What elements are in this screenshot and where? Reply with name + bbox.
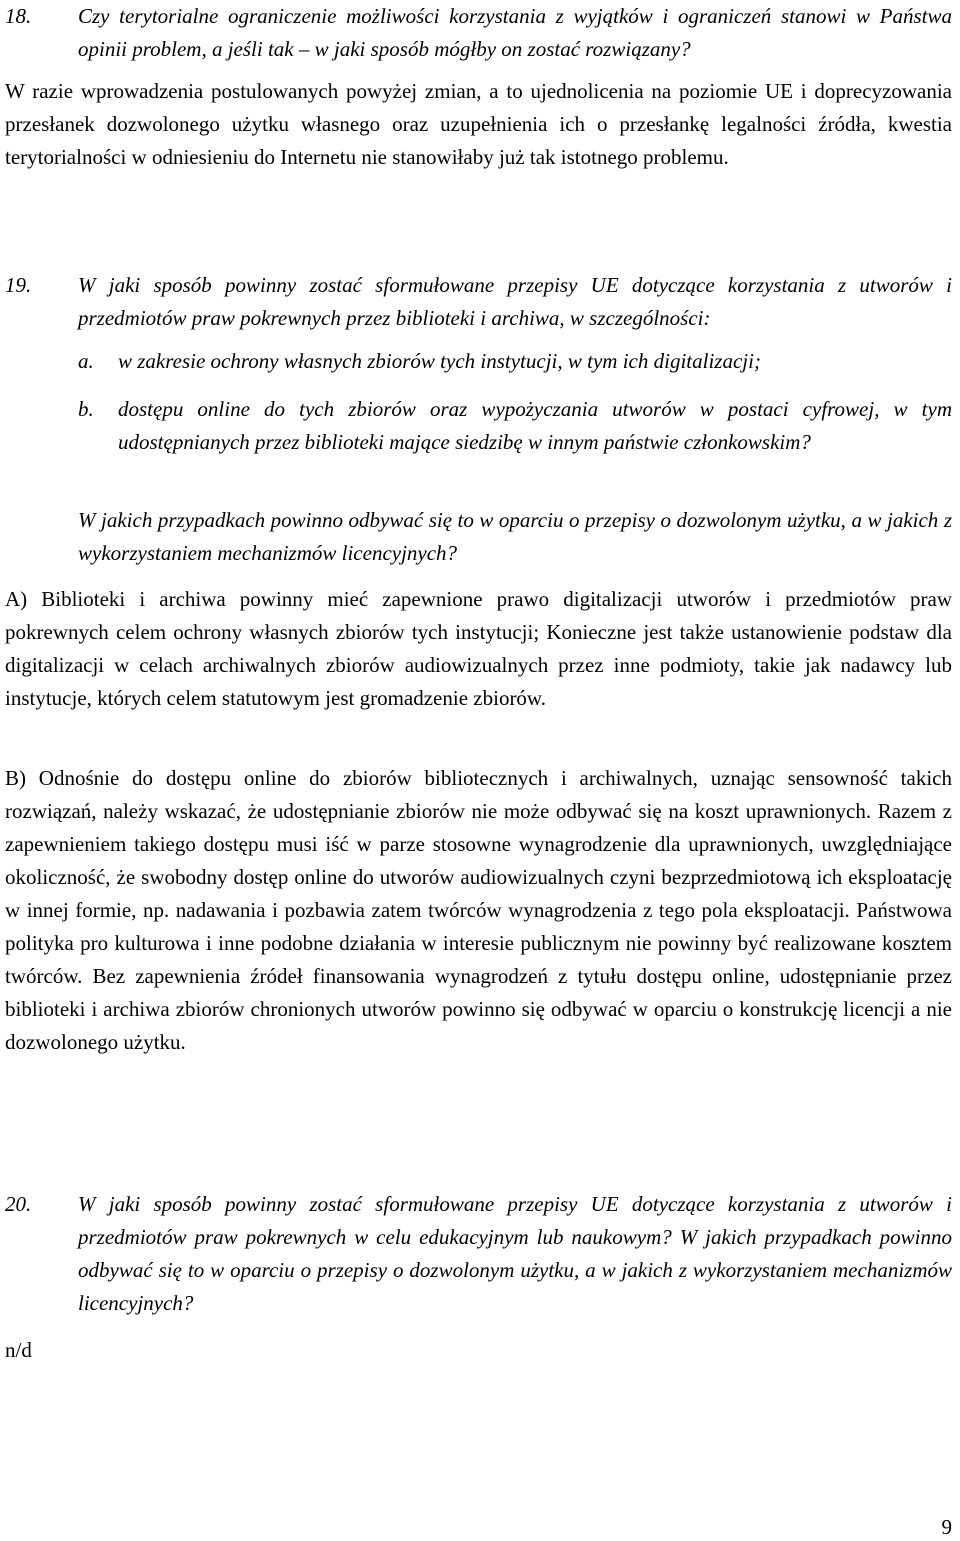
answer-20: n/d — [5, 1338, 32, 1362]
question-19-follow-up: W jakich przypadkach powinno odbywać się to w oparciu o przepisy o dozwolonym użytku, a w jakich z wykorzystaniem mechanizmów licencyjnych? — [78, 508, 952, 565]
answer-19-b: B) Odnośnie do dostępu online do zbiorów bibliotecznych i archiwalnych, uznając sensowność takich rozwiązań, należy wskazać, że udostępnianie zbiorów nie może odbywać się na koszt uprawnionych. Razem z zapewnieniem takiego dostępu musi iść w parze stosowne wynagrodzenie dla uprawnionych, uwzględniające okoliczność, że swobodny dostęp online do utworów audiowizualnych czyni bezprzedmiotową ich eksploatację w innej formie, np. nadawania i pozbawia zatem twórców wynagrodzenia z tego pola eksploatacji. Państwowa polityka pro kulturowa i inne podobne działania w interesie publicznym nie powinny być realizowane kosztem twórców. Bez zapewnienia źródeł finansowania wynagrodzeń z tytułu dostępu online, udostępnianie przez biblioteki i archiwa zbiorów chronionych utworów powinno się odbywać w oparciu o konstrukcję licencji a nie dozwolonego użytku. — [5, 766, 952, 1054]
answer-19-a: A) Biblioteki i archiwa powinny mieć zapewnione prawo digitalizacji utworów i przedmiotów praw pokrewnych celem ochrony własnych zbiorów tych instytucji; Konieczne jest także ustanowienie podstaw dla digitalizacji w celach archiwalnych zbiorów audiowizualnych przez inne podmioty, takie jak nadawcy lub instytucje, których celem statutowym jest gromadzenie zbiorów. — [5, 587, 952, 710]
question-number: 20. — [5, 1192, 32, 1216]
item-letter: a. — [78, 349, 94, 373]
question-19 — [5, 269, 952, 335]
item-text: w zakresie ochrony własnych zbiorów tych instytucji, w tym ich digitalizacji; — [118, 349, 761, 373]
question-text: W jaki sposób powinny zostać sformułowane przepisy UE dotyczące korzystania z utworów i przedmiotów praw pokrewnych przez biblioteki i archiwa, w szczególności: — [78, 273, 952, 330]
question-number: 19. — [5, 273, 32, 297]
question-19-item-b — [78, 393, 952, 459]
item-text: dostępu online do tych zbiorów oraz wypożyczania utworów w postaci cyfrowej, w tym udostępnianych przez biblioteki mające siedzibę w innym państwie członkowskim? — [118, 397, 952, 454]
question-text: W jaki sposób powinny zostać sformułowane przepisy UE dotyczące korzystania z utworów i przedmiotów praw pokrewnych w celu edukacyjnym lub naukowym? W jakich przypadkach powinno odbywać się to w oparciu o przepisy o dozwolonym użytku, a w jakich z wykorzystaniem mechanizmów licencyjnych? — [78, 1192, 952, 1315]
question-18 — [5, 0, 952, 66]
item-letter: b. — [78, 397, 94, 421]
page-number: 9 — [941, 1515, 952, 1539]
question-number: 18. — [5, 4, 32, 28]
question-text: Czy terytorialne ograniczenie możliwości korzystania z wyjątków i ograniczeń stanowi w Państwa opinii problem, a jeśli tak – w jaki sposób mógłby on zostać rozwiązany? — [78, 4, 952, 61]
question-19-item-a — [78, 345, 952, 378]
question-20 — [5, 1188, 952, 1320]
answer-18: W razie wprowadzenia postulowanych powyżej zmian, a to ujednolicenia na poziomie UE i doprecyzowania przesłanek dozwolonego użytku własnego oraz uzupełnienia ich o przesłankę legalności źródła, kwestia terytorialności w odniesieniu do Internetu nie stanowiłaby już tak istotnego problemu. — [5, 79, 952, 169]
